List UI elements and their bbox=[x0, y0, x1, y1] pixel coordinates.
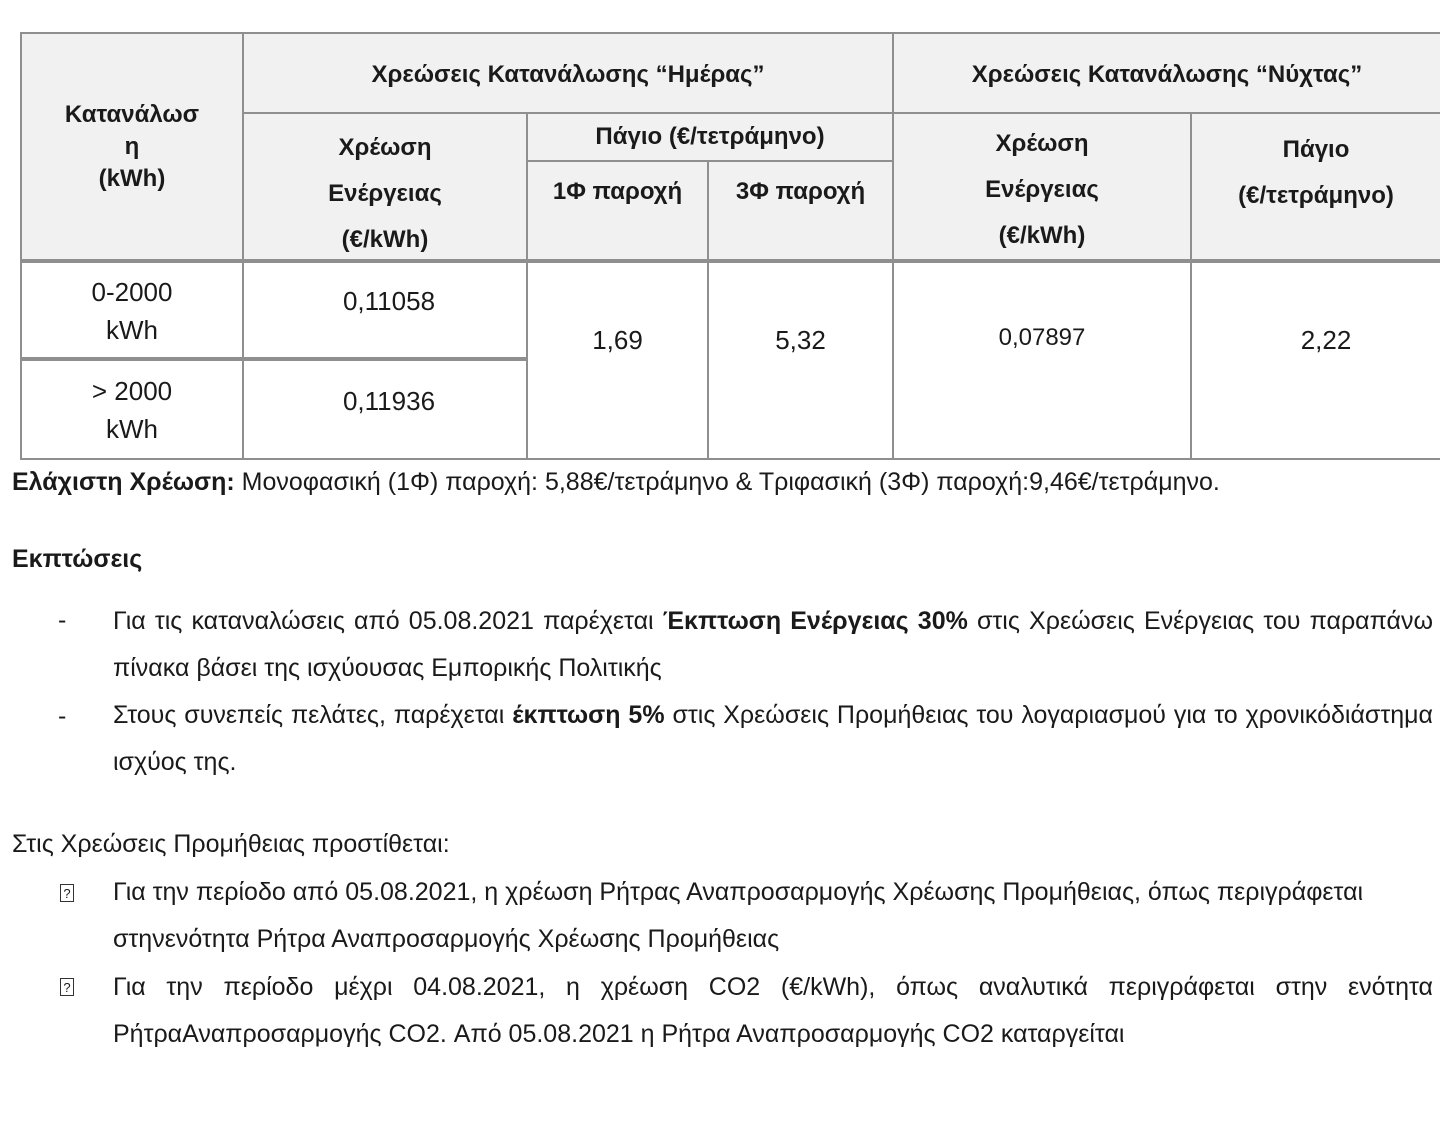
discounts-title: Εκπτώσεις bbox=[12, 545, 143, 573]
header-night-fixed: Πάγιο (€/τετράμηνο) bbox=[1238, 136, 1394, 209]
discount-highlight: Έκπτωση Ενέργειας 30% bbox=[662, 607, 968, 635]
missing-glyph-bullet-icon: ? bbox=[60, 978, 74, 996]
night-energy-value: 0,07897 bbox=[998, 324, 1086, 351]
single-phase-value: 1,69 bbox=[592, 325, 643, 355]
header-night-group: Χρεώσεις Κατανάλωσης “Νύχτας” bbox=[971, 61, 1363, 88]
dash-bullet: - bbox=[58, 606, 67, 634]
row1-day-energy: 0,11058 bbox=[342, 286, 436, 316]
minimum-charge-text: Μονοφασική (1Φ) παροχή: 5,88€/τετράμηνο & Τριφασική (3Φ) παροχή:9,46€/τετράμηνο. bbox=[234, 468, 1220, 496]
supply-item: Για την περίοδο από 05.08.2021, η χρέωση Ρήτρας Αναπροσαρμογής Χρέωσης Προμήθειας, όπως περιγράφεται στηνενότητα Ρήτρα Αναπροσαρμογής Χρέωσης Προμήθειας bbox=[113, 878, 1364, 953]
minimum-charge bbox=[12, 468, 1220, 497]
supply-intro: Στις Χρεώσεις Προμήθειας προστίθεται: bbox=[12, 830, 450, 858]
discount-text: στις Χρεώσεις Ενέργειας του παραπάνω πίνακα βάσει της ισχύουσας Εμπορικής Πολιτικής bbox=[113, 607, 1433, 682]
row2-day-energy: 0,11936 bbox=[342, 386, 436, 416]
row2-consumption: > 2000 kWh bbox=[91, 375, 173, 444]
minimum-charge-label: Ελάχιστη Χρέωση: bbox=[12, 468, 235, 496]
supply-item: Για την περίοδο μέχρι 04.08.2021, η χρέωση CO2 (€/kWh), όπως αναλυτικά περιγράφεται στην ενότητα ΡήτραΑναπροσαρμογής CO2. Από 05.08.2021 η Ρήτρα Αναπροσαρμογής CO2 καταργείται bbox=[113, 973, 1433, 1048]
dash-bullet: - bbox=[58, 702, 67, 730]
missing-glyph-bullet-icon: ? bbox=[60, 884, 74, 902]
discount-item bbox=[113, 598, 1433, 692]
header-day-fixed: Πάγιο (€/τετράμηνο) bbox=[595, 123, 825, 150]
header-day-group: Χρεώσεις Κατανάλωσης “Ημέρας” bbox=[371, 61, 765, 88]
discount-highlight: έκπτωση 5% bbox=[512, 701, 665, 729]
discount-text: Για τις καταναλώσεις από 05.08.2021 παρέχεται bbox=[113, 607, 663, 635]
discount-text: Στους συνεπείς πελάτες, παρέχεται bbox=[113, 701, 513, 729]
row1-consumption: 0-2000 kWh bbox=[91, 277, 173, 345]
header-three-phase: 3Φ παροχή bbox=[735, 178, 866, 205]
tariff-table bbox=[0, 0, 1440, 462]
header-night-energy: Χρέωση Ενέργειας (€/kWh) bbox=[985, 130, 1099, 249]
header-consumption: Κατανάλωσ η (kWh) bbox=[64, 100, 200, 192]
discount-text: στις Χρεώσεις Προμήθειας του λογαριασμού για το χρονικόδιάστημα ισχύος της. bbox=[113, 701, 1433, 776]
three-phase-value: 5,32 bbox=[775, 325, 826, 355]
header-single-phase: 1Φ παροχή bbox=[552, 178, 683, 205]
header-day-energy: Χρέωση Ενέργειας (€/kWh) bbox=[328, 134, 442, 253]
night-fixed-value: 2,22 bbox=[1300, 325, 1352, 355]
discount-item bbox=[113, 692, 1433, 786]
